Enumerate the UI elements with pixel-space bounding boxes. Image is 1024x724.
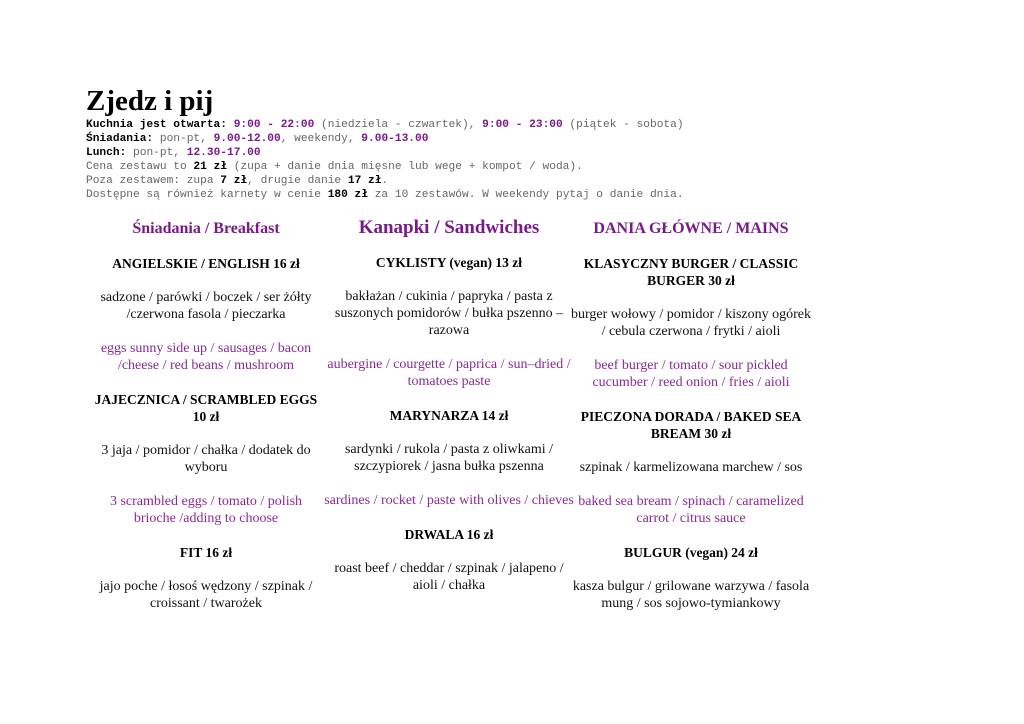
menu-item xyxy=(324,254,574,390)
page-title: Zjedz i pij xyxy=(86,85,214,117)
menu-item xyxy=(568,544,814,612)
mains-heading: DANIA GŁÓWNE / MAINS xyxy=(593,220,789,237)
menu-item-title: DRWALA 16 zł xyxy=(404,527,494,542)
hours-weekday: 9:00 - 22:00 xyxy=(233,119,315,131)
menu-item-description-pl: sardynki / rukola / pasta z oliwkami / szczypiorek / jasna bułka pszenna xyxy=(344,442,553,474)
hours-weekday-days: (niedziela - czwartek), xyxy=(314,119,483,131)
extra-prices-text1: Poza zestawem: zupa xyxy=(86,175,221,187)
breakfast-hours-weekend: 9.00-13.00 xyxy=(361,133,429,145)
menu-item-description-en: beef burger / tomato / sour pickled cucumber / reed onion / fries / aioli xyxy=(592,358,790,390)
pass-text2: za 10 zestawów. W weekendy pytaj o danie dnia. xyxy=(368,189,684,201)
menu-item xyxy=(90,391,322,527)
menu-item-title: BULGUR (vegan) 24 zł xyxy=(624,545,758,560)
menu-item-title: FIT 16 zł xyxy=(179,545,233,560)
mains-column xyxy=(568,219,814,629)
lunch-hours-time: 12.30-17.00 xyxy=(186,147,261,159)
menu-item-description-pl: bakłażan / cukinia / papryka / pasta z suszonych pomidorów / bułka pszenno – razowa xyxy=(334,289,564,338)
menu-item xyxy=(568,255,814,391)
breakfast-hours-text1: pon-pt, xyxy=(153,133,214,145)
menu-item-title: JAJECZNICA / SCRAMBLED EGGS 10 zł xyxy=(94,392,318,424)
menu-item-description-en: sardines / rocket / paste with olives / chieves xyxy=(324,493,574,508)
menu-item-description-pl: szpinak / karmelizowana marchew / sos xyxy=(579,460,803,475)
extra-prices-text2: , drugie danie xyxy=(247,175,348,187)
menu-item-description-pl: jajo poche / łosoś wędzony / szpinak / croissant / twarożek xyxy=(99,579,313,611)
menu-item xyxy=(324,407,574,509)
set-price-text1: Cena zestawu to xyxy=(86,161,194,173)
menu-item-description-pl: 3 jaja / pomidor / chałka / dodatek do wyboru xyxy=(101,443,311,475)
menu-item xyxy=(90,544,322,612)
breakfast-hours-line xyxy=(86,132,806,146)
menu-item-description-en: baked sea bream / spinach / caramelized carrot / citrus sauce xyxy=(578,494,804,526)
hours-weekend: 9:00 - 23:00 xyxy=(482,119,563,131)
info-block xyxy=(86,118,806,202)
menu-item-title: ANGIELSKIE / ENGLISH 16 zł xyxy=(112,256,300,271)
menu-item xyxy=(568,408,814,527)
breakfast-hours-text2: , weekendy, xyxy=(280,133,362,145)
breakfast-heading: Śniadania / Breakfast xyxy=(132,220,280,237)
breakfast-column xyxy=(90,219,322,629)
soup-price: 7 zł xyxy=(220,175,248,187)
menu-item-title: MARYNARZA 14 zł xyxy=(389,408,509,423)
pass-price: 180 zł xyxy=(327,189,368,201)
sandwiches-column xyxy=(324,219,574,611)
set-price-text2: (zupa + danie dnia mięsne lub wege + kompot / woda). xyxy=(227,161,583,173)
menu-item-title: CYKLISTY (vegan) 13 zł xyxy=(375,255,523,270)
breakfast-hours-label: Śniadania: xyxy=(86,133,154,145)
sandwiches-heading: Kanapki / Sandwiches xyxy=(358,217,540,238)
hours-weekend-days: (piątek - sobota) xyxy=(562,119,684,131)
breakfast-hours-weekday: 9.00-12.00 xyxy=(213,133,281,145)
pass-line xyxy=(86,188,806,202)
menu-item-description-pl: sadzone / parówki / boczek / ser żółty /czerwona fasola / pieczarka xyxy=(100,290,312,322)
hours-line xyxy=(86,118,806,132)
lunch-hours-line xyxy=(86,146,806,160)
menu-item xyxy=(90,255,322,374)
lunch-hours-text: pon-pt, xyxy=(126,147,187,159)
menu-item-description-en: aubergine / courgette / paprica / sun–dried / tomatoes paste xyxy=(327,357,571,389)
hours-label: Kuchnia jest otwarta: xyxy=(86,119,227,131)
menu-item xyxy=(324,526,574,594)
extra-prices-text3: . xyxy=(381,175,389,187)
menu-item-description-pl: roast beef / cheddar / szpinak / jalapeno / aioli / chałka xyxy=(334,561,564,593)
pass-text1: Dostępne są również karnety w cenie xyxy=(86,189,328,201)
menu-item-title: PIECZONA DORADA / BAKED SEA BREAM 30 zł xyxy=(580,409,802,441)
menu-item-description-pl: burger wołowy / pomidor / kiszony ogórek / cebula czerwona / frytki / aioli xyxy=(570,307,812,339)
set-price: 21 zł xyxy=(193,161,227,173)
lunch-hours-label: Lunch: xyxy=(86,147,127,159)
menu-item-title: KLASYCZNY BURGER / CLASSIC BURGER 30 zł xyxy=(583,256,799,288)
main-price: 17 zł xyxy=(347,175,382,187)
menu-item-description-pl: kasza bulgur / grilowane warzywa / fasola mung / sos sojowo-tymiankowy xyxy=(572,579,810,611)
menu-item-description-en: eggs sunny side up / sausages / bacon /cheese / red beans / mushroom xyxy=(100,341,312,373)
set-price-line xyxy=(86,160,806,174)
menu-item-description-en: 3 scrambled eggs / tomato / polish brioche /adding to choose xyxy=(109,494,303,526)
extra-prices-line xyxy=(86,174,806,188)
